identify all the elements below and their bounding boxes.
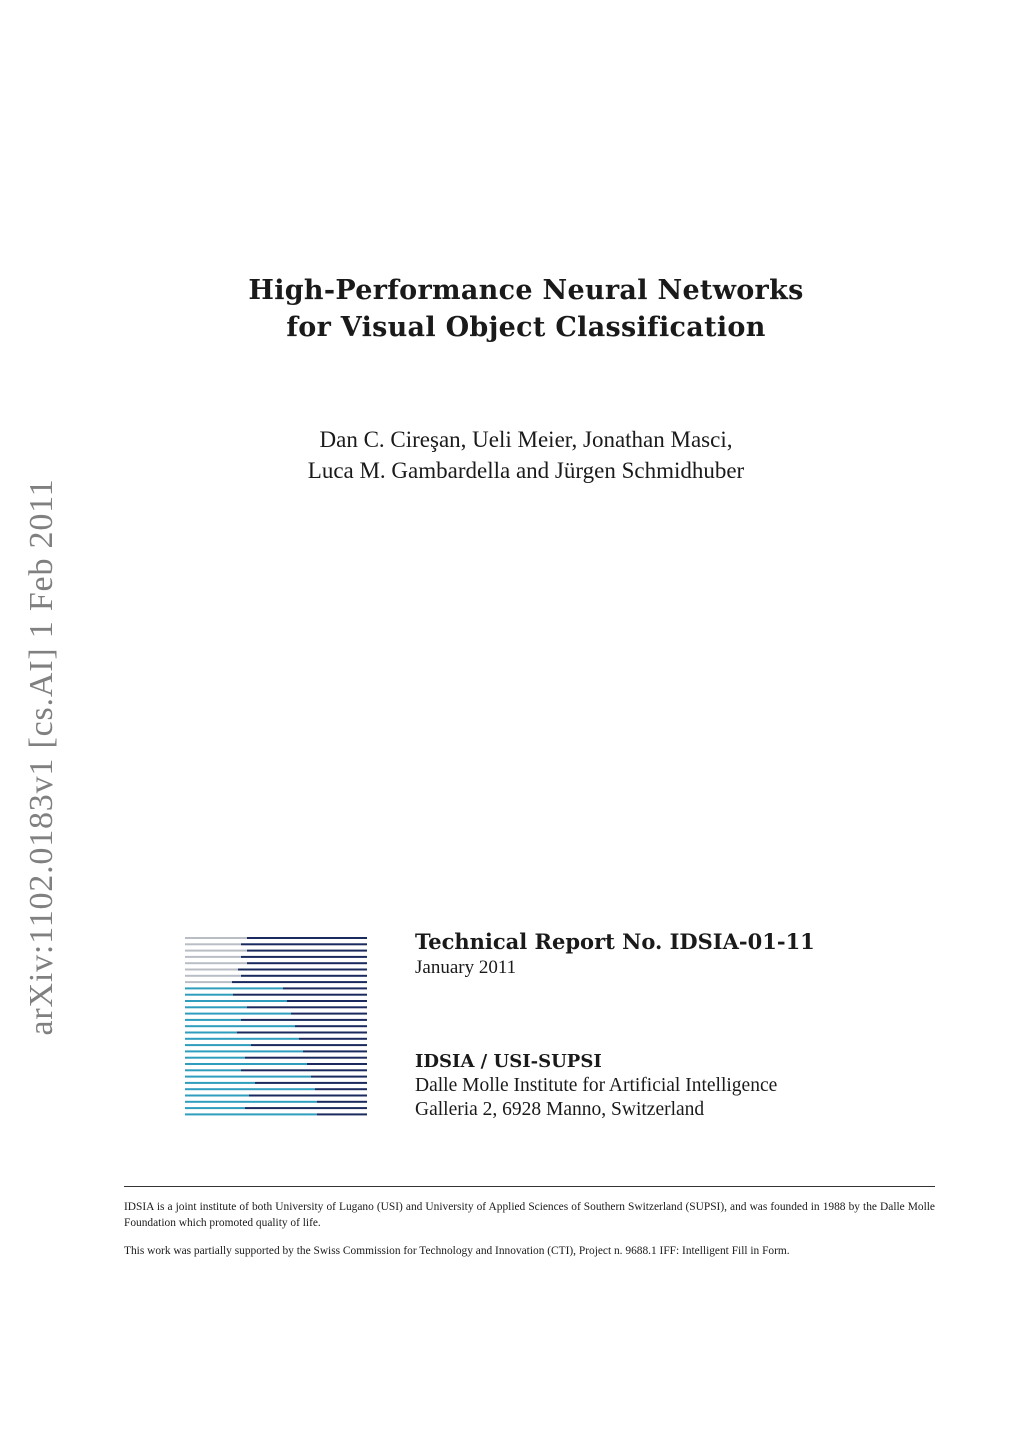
logo-stripe xyxy=(185,1069,241,1071)
footer-divider xyxy=(124,1186,935,1187)
logo-stripe xyxy=(185,950,247,952)
footnote-institute: IDSIA is a joint institute of both University of Lugano (USI) and University of Applied Sciences of Southern Switzerland (SUPSI), and was founded in 1988 by the Dalle Molle Foundation which promoted quality of life. xyxy=(124,1201,935,1229)
logo-stripe xyxy=(185,1076,247,1078)
logo-stripe xyxy=(245,987,283,989)
logo-stripe xyxy=(301,1044,367,1046)
logo-stripe xyxy=(251,1113,317,1115)
logo-stripe xyxy=(185,1006,247,1008)
logo-stripe xyxy=(287,1000,367,1002)
logo-stripe xyxy=(293,1019,367,1021)
logo-stripe xyxy=(185,1107,245,1109)
logo-stripe xyxy=(238,969,367,971)
logo-stripe xyxy=(185,1088,243,1090)
logo-stripe xyxy=(185,1013,235,1015)
logo-stripe xyxy=(239,1000,287,1002)
logo-stripe xyxy=(255,1082,313,1084)
logo-stripe xyxy=(185,1019,241,1021)
logo-stripe xyxy=(245,1057,305,1059)
logo-stripe xyxy=(185,1038,243,1040)
logo-stripe xyxy=(185,1082,255,1084)
logo-stripe xyxy=(232,981,367,983)
logo-stripe xyxy=(185,1063,253,1065)
footnote-funding: This work was partially supported by the Swiss Commission for Technology and Innovation (CTI), Project n. 9688.1 IFF: Intelligent Fill in Form. xyxy=(124,1245,790,1257)
paper-title-line-2: for Visual Object Classification xyxy=(286,312,766,343)
logo-stripe xyxy=(303,1050,367,1052)
logo-stripe xyxy=(239,1050,303,1052)
logo-stripe xyxy=(311,1076,367,1078)
logo-stripe xyxy=(185,956,241,958)
logo-stripe xyxy=(185,1057,245,1059)
logo-stripe xyxy=(185,975,241,977)
logo-stripe xyxy=(237,1032,297,1034)
author-line-2: Luca M. Gambardella and Jürgen Schmidhuber xyxy=(307,458,745,483)
logo-stripe xyxy=(285,994,367,996)
institute-block xyxy=(415,1050,777,1122)
logo-stripe xyxy=(185,1044,251,1046)
logo-stripe xyxy=(317,1101,367,1103)
author-list xyxy=(0,424,1024,486)
report-date: January 2011 xyxy=(415,957,517,978)
paper-title xyxy=(0,272,1024,346)
logo-stripe xyxy=(185,1113,251,1115)
logo-stripe xyxy=(317,1113,367,1115)
logo-stripe xyxy=(299,1038,367,1040)
logo-stripe xyxy=(185,962,247,964)
arxiv-side-stamp: arXiv:1102.0183v1 [cs.AI] 1 Feb 2011 xyxy=(23,478,60,1036)
logo-stripe xyxy=(185,1050,239,1052)
institute-address: Galleria 2, 6928 Manno, Switzerland xyxy=(415,1099,705,1120)
logo-stripe xyxy=(247,962,367,964)
logo-stripe xyxy=(283,987,367,989)
paper-title-line-1: High-Performance Neural Networks xyxy=(248,275,804,306)
logo-stripe xyxy=(185,1101,257,1103)
logo-stripe xyxy=(315,1088,367,1090)
logo-stripe xyxy=(185,937,247,939)
idsia-logo xyxy=(185,937,367,1120)
logo-stripe xyxy=(297,1032,367,1034)
logo-stripe xyxy=(257,1101,317,1103)
logo-stripe xyxy=(247,937,367,939)
logo-stripe xyxy=(245,1107,317,1109)
logo-stripe xyxy=(247,950,367,952)
logo-stripe xyxy=(235,1013,291,1015)
logo-stripe xyxy=(185,1025,249,1027)
logo-stripe xyxy=(185,1095,249,1097)
logo-stripe xyxy=(185,987,245,989)
logo-stripe xyxy=(317,1095,367,1097)
author-line-1: Dan C. Cireşan, Ueli Meier, Jonathan Masci, xyxy=(319,427,733,452)
institute-full-name: Dalle Molle Institute for Artificial Intelligence xyxy=(415,1075,778,1096)
logo-stripe xyxy=(185,943,241,945)
logo-stripe xyxy=(249,1095,317,1097)
logo-stripe xyxy=(313,1082,367,1084)
logo-stripe xyxy=(233,994,285,996)
logo-stripe xyxy=(185,981,232,983)
logo-stripe xyxy=(185,969,238,971)
logo-stripe xyxy=(247,1076,311,1078)
logo-stripe xyxy=(317,1107,367,1109)
logo-stripe xyxy=(241,1019,293,1021)
logo-stripe xyxy=(243,1038,299,1040)
institute-name: IDSIA / USI-SUPSI xyxy=(415,1051,602,1072)
report-number: Technical Report No. IDSIA-01-11 xyxy=(415,929,815,954)
logo-stripe xyxy=(249,1025,295,1027)
logo-stripe xyxy=(185,994,233,996)
logo-stripe xyxy=(251,1044,301,1046)
logo-stripe xyxy=(253,1063,307,1065)
logo-stripe xyxy=(247,1006,289,1008)
logo-stripe xyxy=(309,1069,367,1071)
logo-stripe xyxy=(241,943,367,945)
logo-stripe xyxy=(241,975,367,977)
logo-stripe xyxy=(307,1063,367,1065)
logo-stripe xyxy=(185,1000,239,1002)
logo-stripe xyxy=(289,1006,367,1008)
logo-stripe xyxy=(291,1013,367,1015)
logo-stripe xyxy=(185,1032,237,1034)
logo-stripe xyxy=(241,956,367,958)
logo-stripe xyxy=(241,1069,309,1071)
logo-stripe xyxy=(295,1025,367,1027)
logo-stripe xyxy=(305,1057,367,1059)
logo-stripe xyxy=(243,1088,315,1090)
report-block xyxy=(415,928,815,980)
